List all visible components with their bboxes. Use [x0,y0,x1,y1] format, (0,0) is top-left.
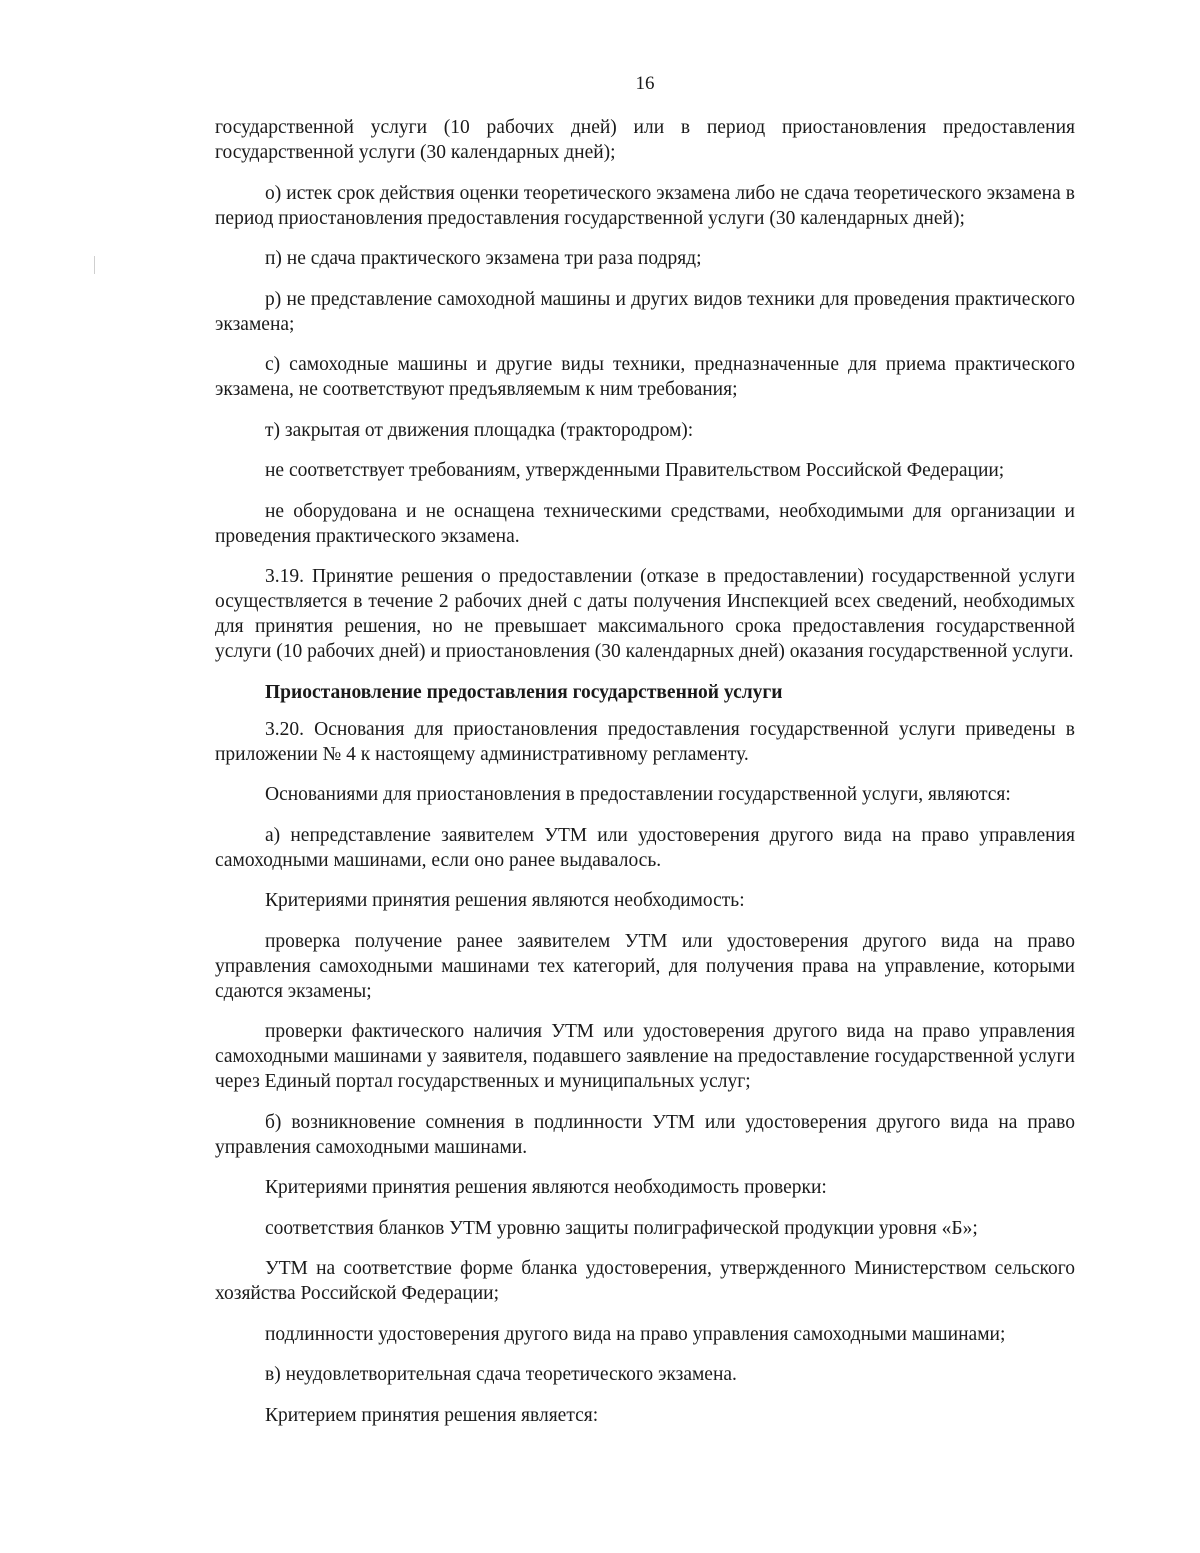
scan-edge-mark [94,256,95,274]
paragraph-criteria-b-1: соответствия бланков УТМ уровню защиты полиграфической продукции уровня «Б»; [265,1217,978,1239]
paragraph-grounds-intro: Основаниями для приостановления в предоставлении государственной услуги, являются: [265,784,1011,805]
paragraph-item-t: т) закрытая от движения площадка (трактородром): [265,419,694,441]
paragraph-3-20: 3.20. Основания для приостановления предоставления государственной услуги приведены в приложении № 4 к настоящему административному регламенту. [215,718,1075,765]
paragraph-criterion-v: Критерием принятия решения является: [265,1404,599,1426]
paragraph-item-s: с) самоходные машины и другие виды техники, предназначенные для приема практического экзамена, не соответствуют предъявляемым к ним требования; [215,354,1075,400]
paragraph-criteria-b-2: УТМ на соответствие форме бланка удостоверения, утвержденного Министерством сельского хозяйства Российской Федерации; [215,1258,1075,1304]
page-number: 16 [635,73,655,94]
paragraph-item-a: а) непредставление заявителем УТМ или удостоверения другого вида на право управления самоходными машинами, если оно ранее выдавалось. [215,824,1075,871]
paragraph-criteria-b: Критериями принятия решения являются необходимость проверки: [265,1177,827,1198]
paragraph-item-b: б) возникновение сомнения в подлинности УТМ или удостоверения другого вида на право управления самоходными машинами. [215,1111,1075,1158]
paragraph-item-r: р) не представление самоходной машины и других видов техники для проведения практического экзамена; [215,288,1075,335]
paragraph-criteria-b-3: подлинности удостоверения другого вида на право управления самоходными машинами; [265,1323,1006,1345]
paragraph-item-p: п) не сдача практического экзамена три раза подряд; [265,248,702,269]
paragraph-3-19: 3.19. Принятие решения о предоставлении (отказе в предоставлении) государственной услуги осуществляется в течение 2 рабочих дней с даты получения Инспекцией всех сведений, необходимых для принятия решения, но не превышает максимального срока предоставления государственной услуги (10 рабочих дней) и приостановления (30 календарных дней) оказания государственной услуги. [215,566,1075,662]
paragraph-sub-equipment: не оборудована и не оснащена техническими средствами, необходимыми для организации и проведения практического экзамена. [215,500,1075,547]
document-body [215,115,1075,1443]
paragraph-criteria-a-2: проверки фактического наличия УТМ или удостоверения другого вида на право управления самоходными машинами у заявителя, подавшего заявление на предоставление государственной услуги через Единый портал государственных и муниципальных услуг; [215,1021,1075,1092]
paragraph-item-v: в) неудовлетворительная сдача теоретического экзамена. [265,1364,737,1385]
section-heading: Приостановление предоставления государственной услуги [265,681,783,703]
paragraph-criteria-a-1: проверка получение ранее заявителем УТМ или удостоверения другого вида на право управления самоходными машинами тех категорий, для получения права на управление, которыми сдаются экзамены; [215,930,1075,1002]
paragraph-criteria-a: Критериями принятия решения являются необходимость: [265,890,745,911]
paragraph-continuation: государственной услуги (10 рабочих дней) или в период приостановления предоставления государственной услуги (30 календарных дней); [215,117,1075,163]
paragraph-sub-requirements: не соответствует требованиям, утвержденными Правительством Российской Федерации; [265,460,1005,481]
paragraph-item-o: о) истек срок действия оценки теоретического экзамена либо не сдача теоретического экзамена в период приостановления предоставления государственной услуги (30 календарных дней); [215,182,1075,229]
